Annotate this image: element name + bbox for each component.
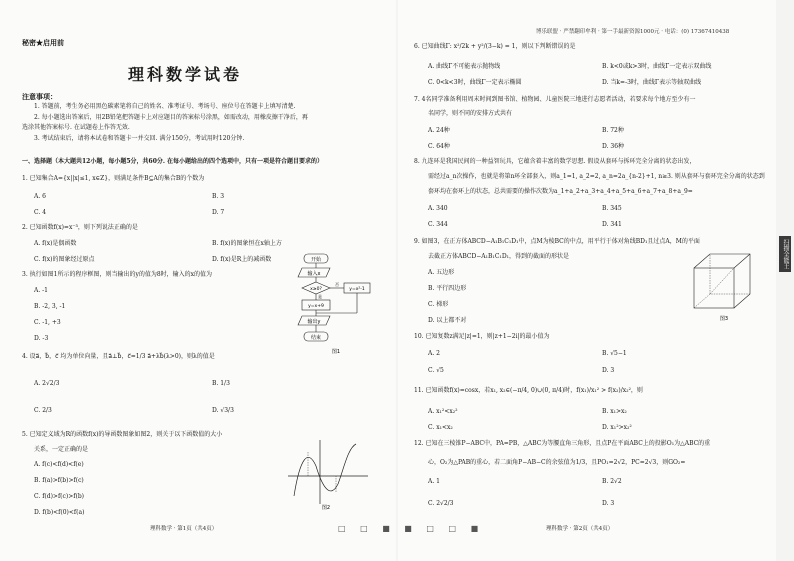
cube-figure	[688, 246, 760, 324]
question-7-line-2: 名同学，则不同的安排方式共有	[428, 110, 513, 117]
figure-3-caption: 图3	[719, 316, 729, 322]
q2-option-c: C. f(x)的图象经过原点	[34, 256, 95, 263]
flow-box-2: y=x+9	[308, 304, 324, 309]
question-6: 6. 已知曲线Γ: x²/2k + y²/(3−k) = 1，则以下判断错误的是	[414, 43, 576, 50]
derivative-graph-figure	[286, 438, 370, 510]
q1-option-d: D. 7	[212, 209, 225, 216]
question-12-line-1: 12. 已知在三棱锥P−ABC中，PA=PB，△ABC为等腰直角三角形，且点P在平面ABC上的投影O₁为△ABC的重	[414, 440, 711, 447]
q5-option-d: D. f(b)<f(0)<f(a)	[34, 509, 85, 516]
flow-no-label: 否	[335, 282, 339, 287]
q4-option-b: B. 1/3	[212, 380, 230, 387]
question-8-line-2: 需经过a_n次操作，也就是将第n环全部套入，则a_1=1, a_2=2, a_n=2a_{n-2}+1, n≥3. 则从套环与套环完全分离的状态到	[428, 173, 765, 180]
question-7-line-1: 7. 4名同学准备利用周末时间到图书馆、植物园、儿童医院三地进行志愿者活动，若要求每个地方至少有一	[414, 96, 696, 103]
question-12-line-2: 心，O₂为△PAB的重心，若二面角P−AB−C的余弦值为1/3，且PO₁=2√2，PC=2√3，则GO₂=	[428, 459, 686, 466]
q11-option-a: A. x₁²<x₂²	[428, 408, 458, 415]
q7-option-a: A. 24种	[428, 127, 450, 134]
q5-option-c: C. f(d)>f(c)>f(b)	[34, 493, 84, 500]
page-title: 理科数学试卷	[128, 65, 243, 84]
q1-option-b: B. 3	[212, 193, 225, 200]
q4-option-d: D. √3/3	[212, 407, 234, 414]
q3-option-d: D. -3	[34, 335, 49, 342]
exam-page-1	[0, 0, 396, 561]
q12-option-c: C. 2√2/3	[428, 500, 454, 507]
q12-option-b: B. 2√2	[602, 478, 622, 485]
q1-option-c: C. 4	[34, 209, 47, 216]
flowchart-figure	[292, 252, 382, 360]
q3-option-a: A. -1	[34, 287, 48, 294]
page-header-banner: 博乐联盟 · 严禁翻印牟利 · 第一手最新资源1000元 · 电话：(0) 17367410438	[536, 29, 730, 35]
section-heading: 一、选择题（本大题共12小题，每小题5分，共60分. 在每小题给出的四个选项中，只有一项是符合题目要求的）	[22, 158, 324, 165]
q10-option-a: A. 2	[428, 350, 440, 357]
flow-end: 结束	[310, 335, 322, 341]
question-9-line-2: 去截正方体ABCD−A₁B₁C₁D₁，得到的截面的形状是	[428, 253, 570, 260]
question-9-line-1: 9. 如图3，在正方体ABCD−A₁B₁C₁D₁中，点M为棱BC的中点，用平行于体对角线BD₁且过点A，M的平面	[414, 238, 700, 245]
question-8-line-3: 套环均在套环上的状态，总共需要的操作次数为a_1+a_2+a_3+a_4+a_5+a_6+a_7+a_8+a_9=	[428, 188, 693, 195]
q2-option-b: B. f(x)的图象恒在x轴上方	[212, 240, 282, 247]
q10-option-b: B. √5−1	[602, 350, 627, 357]
q11-option-b: B. x₁>x₂	[602, 408, 627, 415]
q8-option-b: B. 345	[602, 205, 622, 212]
question-3: 3. 执行如图1所示的程序框图，则当输出的y的值为8时，输入的x的值为	[22, 271, 213, 278]
q6-option-a: A. 曲线Γ不可能表示抛物线	[428, 63, 501, 70]
flow-condition: x≥0?	[310, 287, 322, 292]
q8-option-d: D. 341	[602, 221, 622, 228]
q9-option-c: C. 梯形	[428, 301, 449, 308]
q7-option-d: D. 36种	[602, 143, 625, 150]
secret-label: 秘密★启用前	[22, 38, 64, 47]
question-1: 1. 已知集合A={x||x|≤1, x∈Z}，则满足条件B⊆A的集合B的个数为	[22, 175, 205, 182]
figure-1-caption: 图1	[331, 349, 341, 355]
notice-3: 3. 考试结束后，请将本试卷和答题卡一并交回. 满分150分，考试用时120分钟.	[34, 135, 245, 142]
notice-2b: 选涂其他答案标号. 在试题卷上作答无效.	[22, 124, 130, 131]
question-10: 10. 已知复数z满足|z|=1，则|z+1−2i|的最小值为	[414, 333, 550, 340]
exam-page-2	[398, 0, 776, 561]
q1-option-a: A. 6	[34, 193, 46, 200]
scan-registration-marks: □ □ ■ ■ □ □ ■	[338, 524, 485, 533]
page-1-footer: 理科数学 · 第1页（共4页）	[150, 526, 218, 532]
figure-2-caption: 图2	[321, 505, 331, 510]
notice-2: 2. 每小题选出答案后，用2B铅笔把答题卡上对应题目的答案标号涂黑，如需改动，用橡皮擦干净后，再	[34, 114, 308, 121]
q10-option-c: C. √5	[428, 367, 444, 374]
q9-option-a: A. 五边形	[428, 269, 455, 276]
q3-option-b: B. -2, 3, -1	[34, 303, 66, 310]
q12-option-d: D. 3	[602, 500, 615, 507]
q2-option-d: D. f(x)是R上的减函数	[212, 256, 272, 263]
q6-option-c: C. 0<k<3时，曲线Γ一定表示椭圆	[428, 79, 522, 86]
q2-option-a: A. f(x)是偶函数	[34, 240, 77, 247]
q8-option-c: C. 344	[428, 221, 448, 228]
flow-yes-label: 是	[318, 294, 322, 299]
q11-option-c: C. x₁<x₂	[428, 424, 453, 431]
question-8-line-1: 8. 九连环是我国民间的一种益智玩具，它蕴含着丰富的数学思想. 假设从套环与拆环完全分离的状态出发，	[414, 158, 696, 165]
q10-option-d: D. 3	[602, 367, 615, 374]
q9-option-d: D. 以上都不对	[428, 317, 467, 324]
notice-1: 1. 答题前，考生务必用黑色碳素笔将自己的姓名、准考证号、考场号、座位号在答题卡上填写清楚.	[34, 103, 296, 110]
flow-start: 开始	[310, 257, 322, 263]
flow-output: 输出y	[307, 319, 321, 325]
q4-option-c: C. 2/3	[34, 407, 52, 414]
q5-option-b: B. f(a)>f(b)>f(c)	[34, 477, 84, 484]
flow-box-1: y=x²-1	[349, 287, 365, 292]
question-2: 2. 已知函数f(x)=x⁻³，则下列说法正确的是	[22, 224, 138, 231]
question-11: 11. 已知函数f(x)=cosx，若x₁, x₂∈(−π/4, 0)∪(0, π/4)时，f(x₁)/x₁² > f(x₂)/x₂²，则	[414, 387, 643, 394]
notice-title: 注意事项：	[22, 92, 57, 101]
q12-option-a: A. 1	[428, 478, 440, 485]
q11-option-d: D. x₁²>x₂²	[602, 424, 632, 431]
question-5-line-1: 5. 已知定义域为R的函数f(x)的导函数图象如图2，则关于以下函数值的大小	[22, 431, 223, 438]
q6-option-d: D. 当k=-3时，曲线Γ表示等轴双曲线	[602, 79, 702, 86]
q7-option-c: C. 64种	[428, 143, 450, 150]
q8-option-a: A. 340	[428, 205, 448, 212]
flow-input: 输入x	[307, 271, 321, 277]
q9-option-b: B. 平行四边形	[428, 285, 467, 292]
q7-option-b: B. 72种	[602, 127, 624, 134]
question-5-line-2: 关系，一定正确的是	[34, 446, 89, 453]
q6-option-b: B. k<0或k>3时，曲线Γ一定表示双曲线	[602, 63, 712, 70]
q5-option-a: A. f(c)<f(d)<f(e)	[34, 461, 84, 468]
q3-option-c: C. -1, +3	[34, 319, 61, 326]
q4-option-a: A. 2√2/3	[34, 380, 60, 387]
side-scanner-tab[interactable]: 扫描全能王	[779, 236, 791, 272]
question-4: 4. 设a⃗，b⃗，c⃗ 均为单位向量，且a⃗⊥b⃗，c⃗=1/3 a⃗+λb⃗(λ>0)，则λ的值是	[22, 353, 215, 360]
page-2-footer: 理科数学 · 第2页（共4页）	[546, 526, 614, 532]
